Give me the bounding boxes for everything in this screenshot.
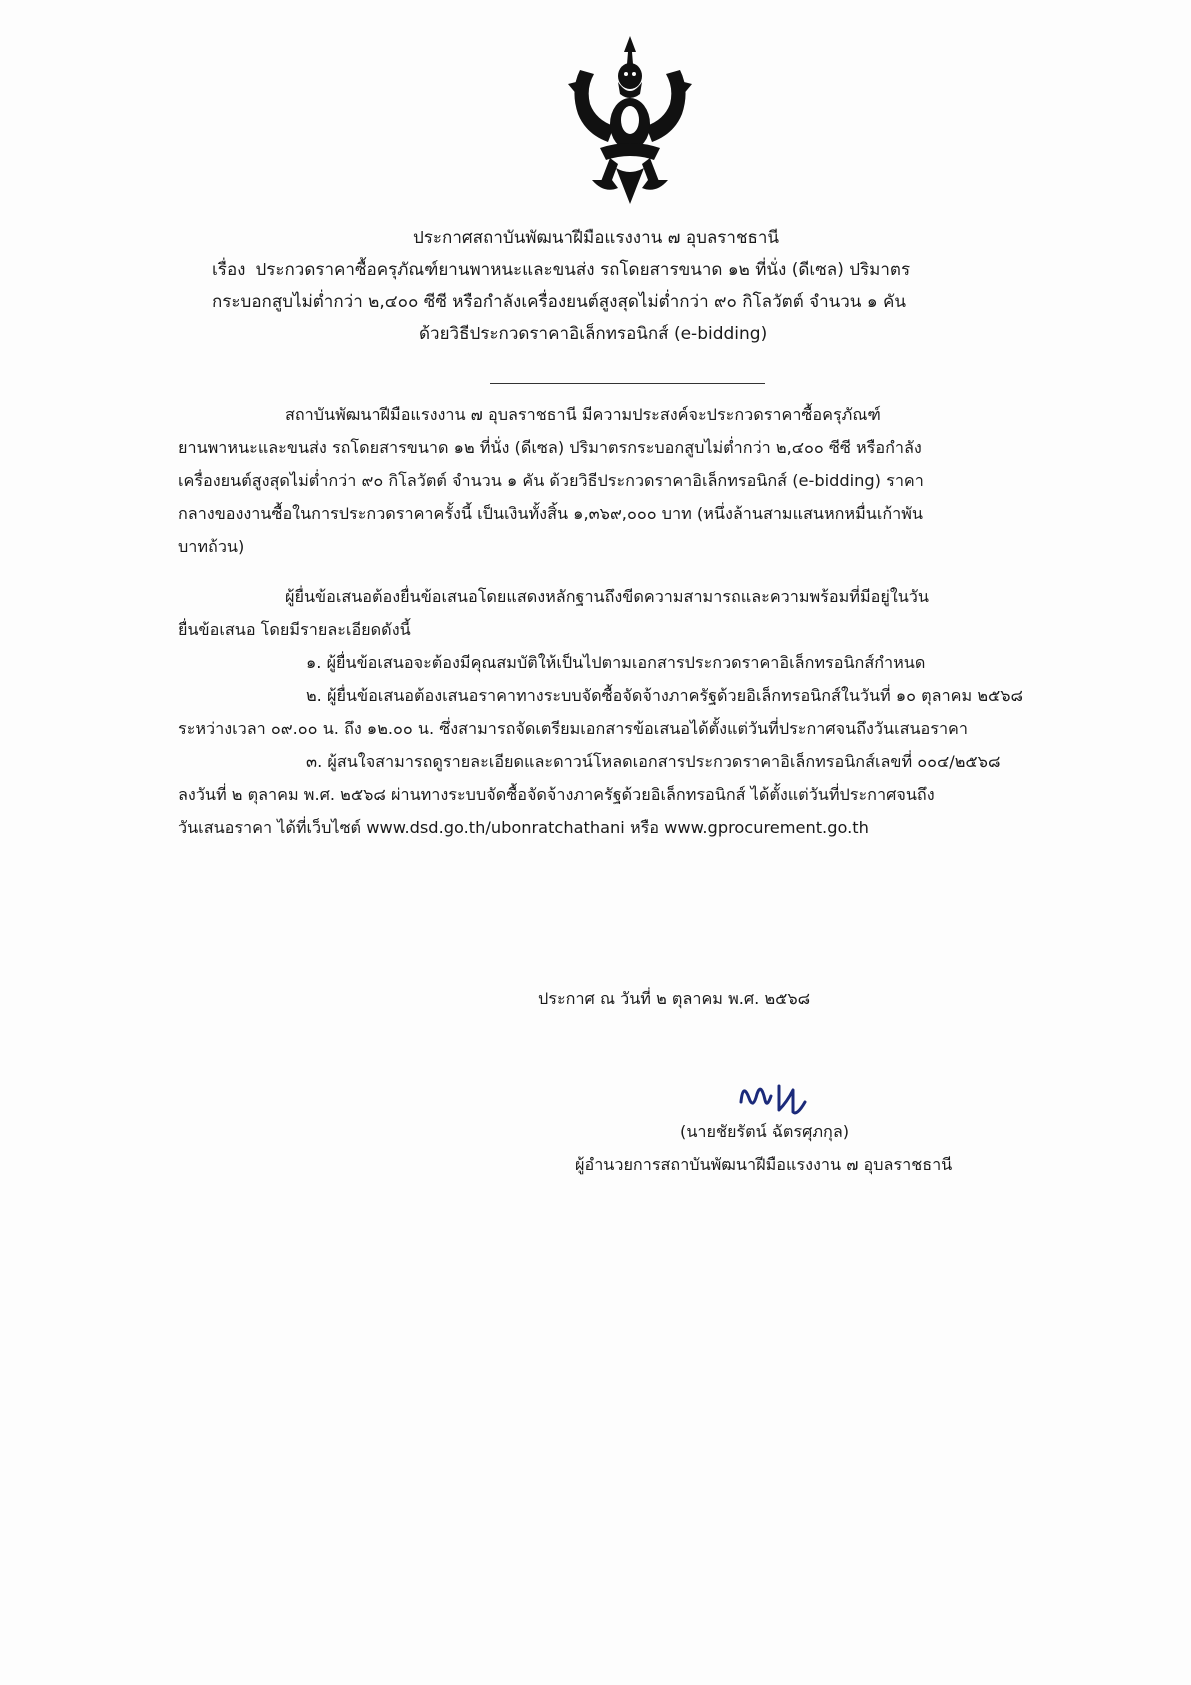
list-item-1: ๑. ผู้ยื่นข้อเสนอจะต้องมีคุณสมบัติให้เป็นไปตามเอกสารประกวดราคาอิเล็กทรอนิกส์กำหนด <box>306 653 926 672</box>
paragraph-2-line: ยื่นข้อเสนอ โดยมีรายละเอียดดังนี้ <box>178 620 411 639</box>
paragraph-1-line: กลางของงานซื้อในการประกวดราคาครั้งนี้ เป็นเงินทั้งสิ้น ๑,๓๖๙,๐๐๐ บาท (หนึ่งล้านสามแสนหกหมื่นเก้าพัน <box>178 504 923 523</box>
subject-text-1: ประกวดราคาซื้อครุภัณฑ์ยานพาหนะและขนส่ง รถโดยสารขนาด ๑๒ ที่นั่ง (ดีเซล) ปริมาตร <box>255 260 911 280</box>
subject-line-3: ด้วยวิธีประกวดราคาอิเล็กทรอนิกส์ (e-bidding) <box>419 324 768 344</box>
header-divider <box>490 383 765 384</box>
announcement-date: ประกาศ ณ วันที่ ๒ ตุลาคม พ.ศ. ๒๕๖๘ <box>538 989 811 1008</box>
list-item-2-continuation: ระหว่างเวลา ๐๙.๐๐ น. ถึง ๑๒.๐๐ น. ซึ่งสามารถจัดเตรียมเอกสารข้อเสนอได้ตั้งแต่วันที่ประกาศจนถึงวันเสนอราคา <box>178 719 968 738</box>
announcement-body <box>178 398 1088 844</box>
list-item-3: ๓. ผู้สนใจสามารถดูรายละเอียดและดาวน์โหลดเอกสารประกวดราคาอิเล็กทรอนิกส์เลขที่ ๐๐๔/๒๕๖๘ <box>306 752 1001 771</box>
subject-label: เรื่อง <box>212 260 246 280</box>
paragraph-2-line: ผู้ยื่นข้อเสนอต้องยื่นข้อเสนอโดยแสดงหลักฐานถึงขีดความสามารถและความพร้อมที่มีอยู่ในวัน <box>285 587 929 606</box>
announcement-header <box>150 222 1050 350</box>
subject-line-2: กระบอกสูบไม่ต่ำกว่า ๒,๔๐๐ ซีซี หรือกำลังเครื่องยนต์สูงสุดไม่ต่ำกว่า ๙๐ กิโลวัตต์ จำนวน ๑ คัน <box>212 292 907 312</box>
signatory-title: ผู้อำนวยการสถาบันพัฒนาฝีมือแรงงาน ๗ อุบลราชธานี <box>575 1155 953 1174</box>
paragraph-1-line: สถาบันพัฒนาฝีมือแรงงาน ๗ อุบลราชธานี มีความประสงค์จะประกวดราคาซื้อครุภัณฑ์ <box>285 405 881 424</box>
paragraph-1-line: บาทถ้วน) <box>178 537 245 556</box>
signature-mark <box>735 1072 815 1120</box>
subject-line-1 <box>150 254 1050 286</box>
signatory-name: (นายชัยรัตน์ ฉัตรศุภกุล) <box>680 1122 850 1141</box>
paragraph-1-line: เครื่องยนต์สูงสุดไม่ต่ำกว่า ๙๐ กิโลวัตต์ จำนวน ๑ คัน ด้วยวิธีประกวดราคาอิเล็กทรอนิกส์ (e-bidding) ราคา <box>178 471 924 490</box>
announcement-title: ประกาศสถาบันพัฒนาฝีมือแรงงาน ๗ อุบลราชธานี <box>413 228 780 248</box>
list-item-2: ๒. ผู้ยื่นข้อเสนอต้องเสนอราคาทางระบบจัดซื้อจัดจ้างภาครัฐด้วยอิเล็กทรอนิกส์ในวันที่ ๑๐ ตุลาคม ๒๕๖๘ <box>306 686 1024 705</box>
list-item-3-continuation: ลงวันที่ ๒ ตุลาคม พ.ศ. ๒๕๖๘ ผ่านทางระบบจัดซื้อจัดจ้างภาครัฐด้วยอิเล็กทรอนิกส์ ได้ตั้งแต่วันที่ประกาศจนถึง <box>178 785 935 804</box>
list-item-3-continuation: วันเสนอราคา ได้ที่เว็บไซต์ www.dsd.go.th/ubonratchathani หรือ www.gprocurement.go.th <box>178 818 869 837</box>
paragraph-1-line: ยานพาหนะและขนส่ง รถโดยสารขนาด ๑๒ ที่นั่ง (ดีเซล) ปริมาตรกระบอกสูบไม่ต่ำกว่า ๒,๔๐๐ ซีซี หรือกำลัง <box>178 438 922 457</box>
garuda-emblem-icon <box>560 30 700 210</box>
paragraph-gap <box>178 563 1088 580</box>
